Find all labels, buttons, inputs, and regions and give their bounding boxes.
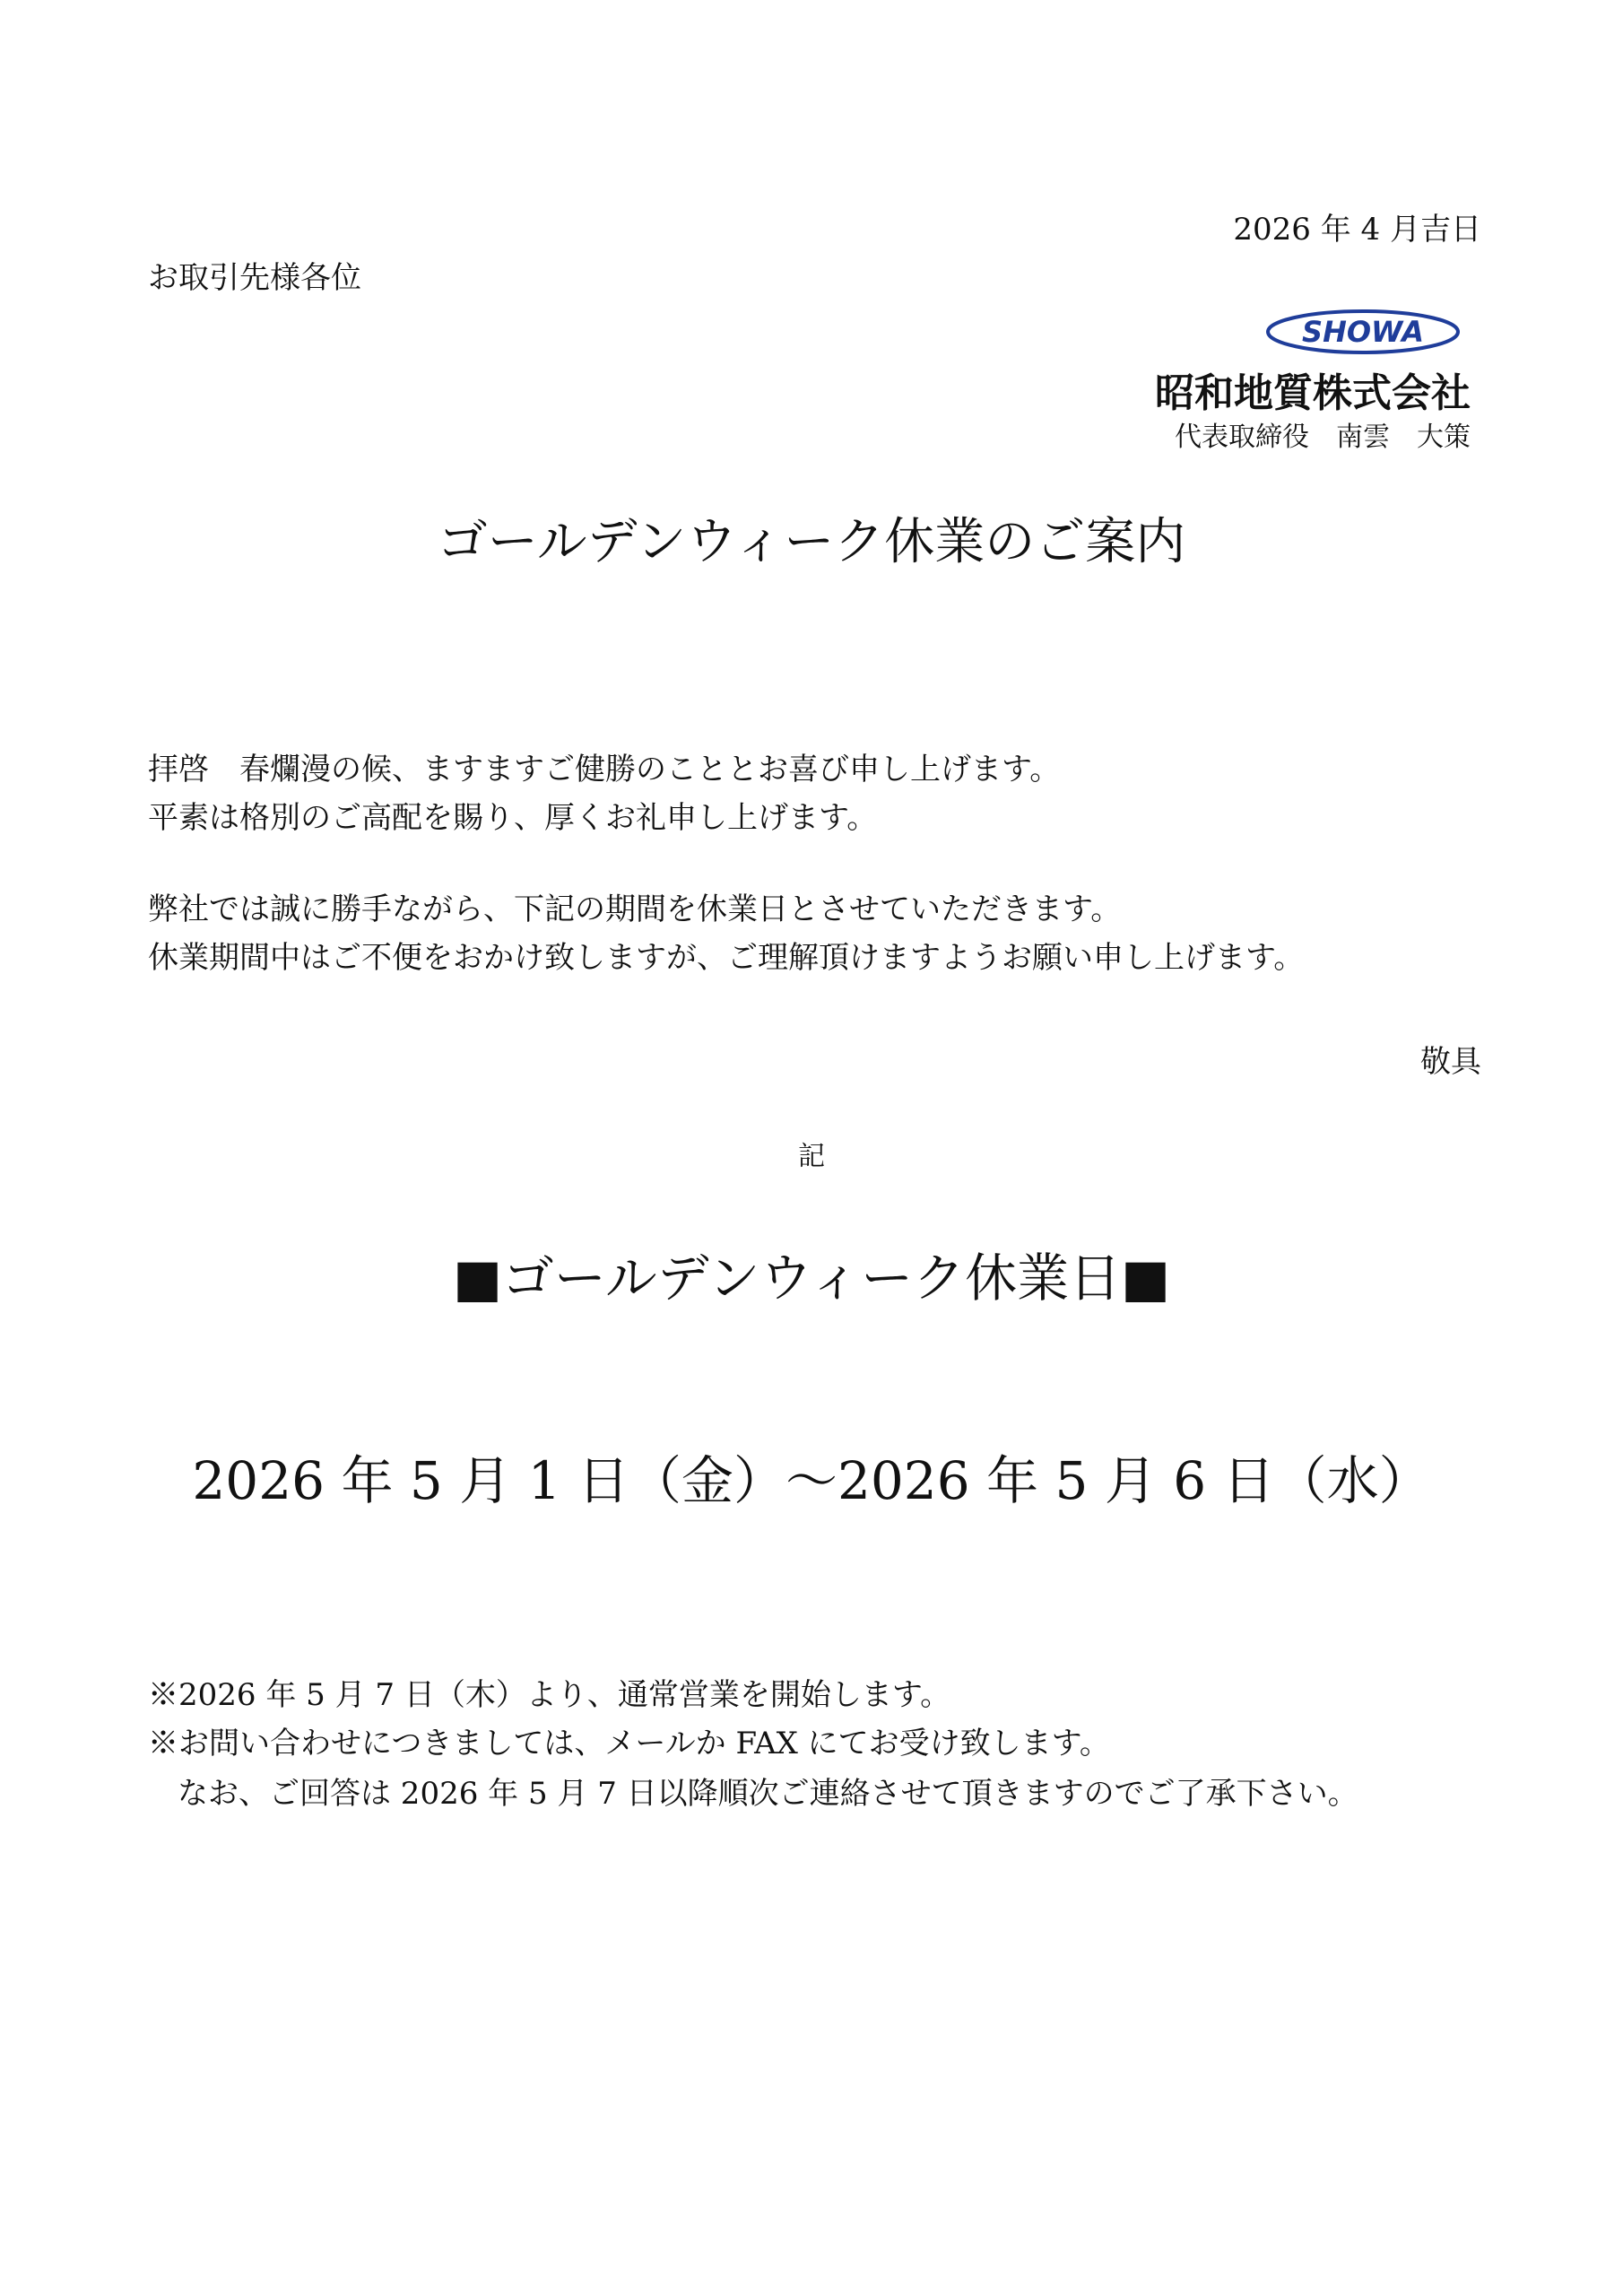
ki-marker: 記 — [798, 1141, 825, 1172]
closing-word: 敬具 — [1420, 1044, 1481, 1080]
note-line-2: ※お問い合わせにつきましては、メールか FAX にてお受け致します。 — [148, 1726, 1110, 1761]
body-line-3: 弊社では誠に勝手ながら、下記の期間を休業日とさせていただきます。 — [148, 891, 1122, 927]
showa-logo — [1264, 309, 1462, 355]
holiday-heading: ■ゴールデンウィーク休業日■ — [453, 1248, 1170, 1309]
body-line-2: 平素は格別のご高配を賜り、厚くお礼申し上げます。 — [148, 800, 878, 836]
note-line-1: ※2026 年 5 月 7 日（木）より、通常営業を開始します。 — [148, 1677, 951, 1713]
logo-text: SHOWA — [1302, 315, 1424, 349]
page-title: ゴールデンウィーク休業のご案内 — [437, 513, 1186, 571]
representative-name: 代表取締役 南雲 大策 — [1175, 422, 1471, 453]
note-line-3: なお、ご回答は 2026 年 5 月 7 日以降順次ご連絡させて頂きますのでご了承下さい。 — [178, 1776, 1358, 1812]
body-line-1: 拝啓 春爛漫の候、ますますご健勝のこととお喜び申し上げます。 — [148, 752, 1061, 787]
document-date: 2026 年 4 月吉日 — [1233, 212, 1481, 248]
holiday-range: 2026 年 5 月 1 日（金）～2026 年 5 月 6 日（水） — [192, 1450, 1431, 1511]
company-name: 昭和地質株式会社 — [1155, 370, 1471, 416]
recipient-line: お取引先様各位 — [148, 260, 361, 296]
body-line-4: 休業期間中はご不便をおかけ致しますが、ご理解頂けますようお願い申し上げます。 — [148, 940, 1305, 976]
